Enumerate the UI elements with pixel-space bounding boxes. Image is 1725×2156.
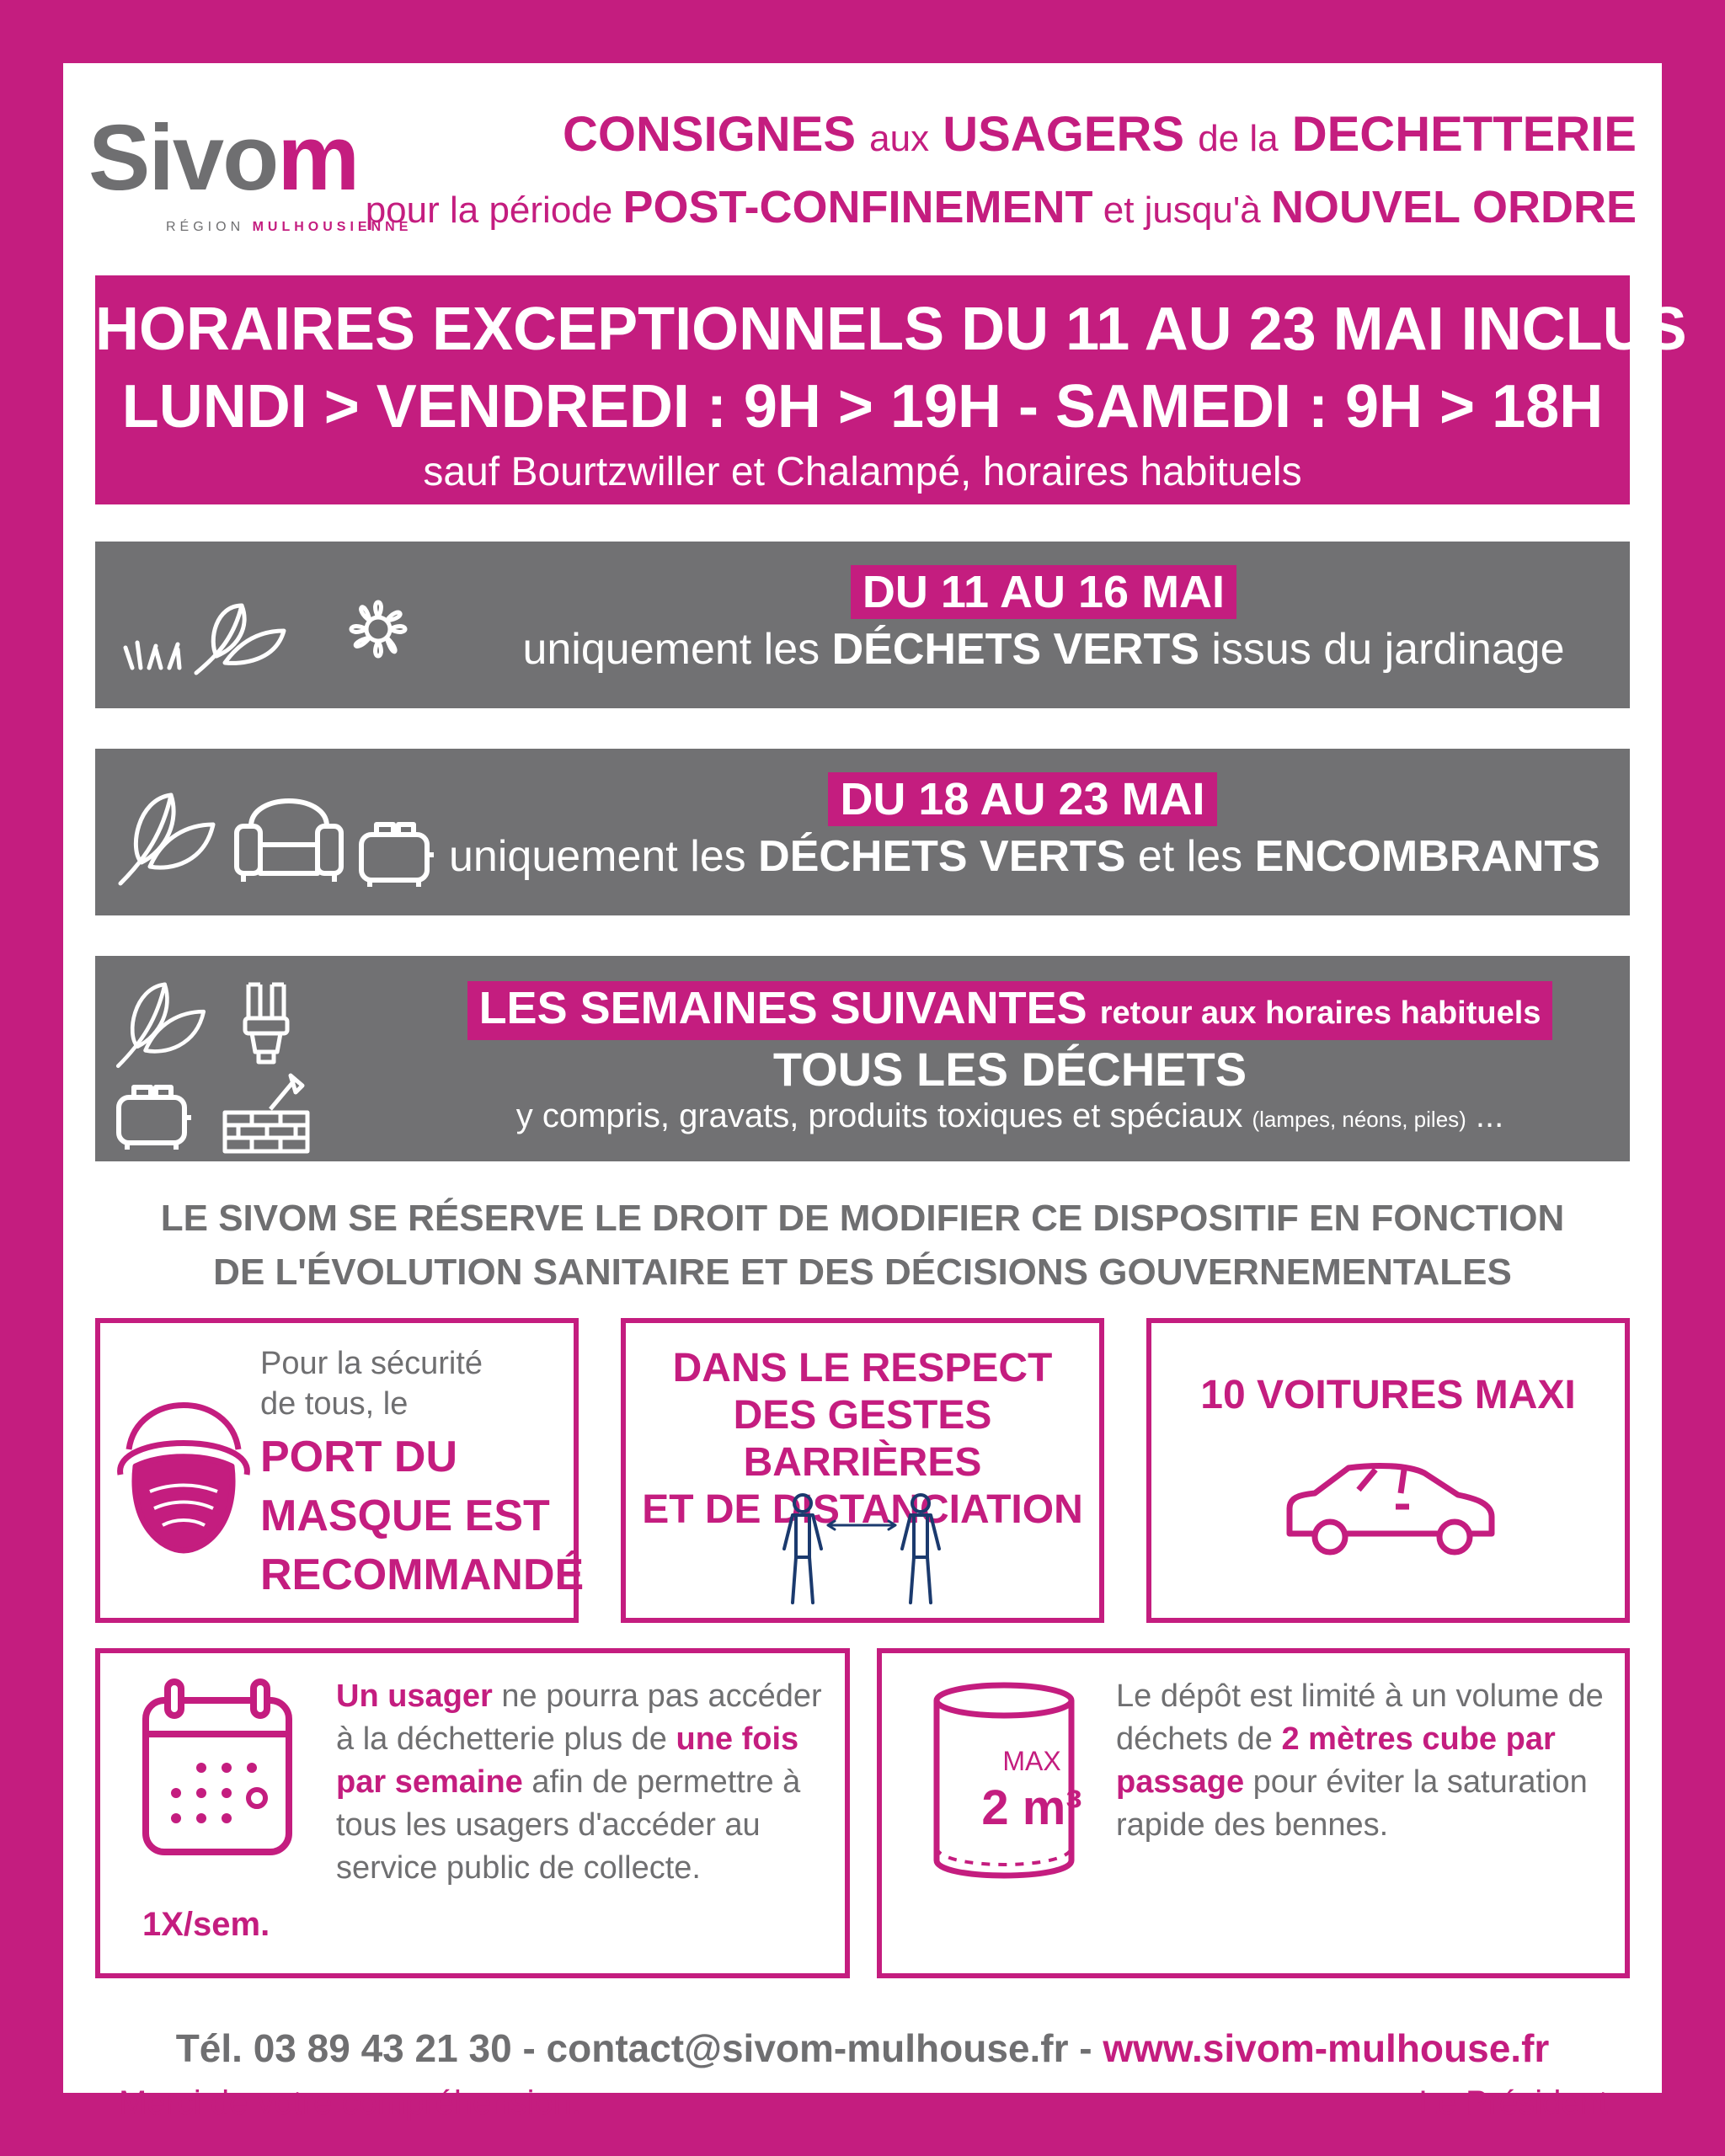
page-title <box>563 105 1637 164</box>
subtitle-word: NOUVEL ORDRE <box>1270 182 1637 232</box>
phase-1-text <box>491 565 1596 675</box>
distancing-line-2: DES GESTES BARRIÈRES <box>733 1393 992 1485</box>
title-word: DECHETTERIE <box>1291 107 1637 162</box>
lamp-bulb-icon <box>237 978 296 1070</box>
logo-letter-s: S <box>88 106 149 210</box>
hours-exception: sauf Bourtzwiller et Chalampé, horaires habituels <box>423 450 1302 494</box>
phase-2-text-d: ENCOMBRANTS <box>1254 832 1600 881</box>
mask-intro-line-1: Pour la sécurité <box>260 1346 483 1381</box>
volume-box <box>877 1648 1630 1978</box>
weekly-text-p3: une fois par semaine <box>336 1721 799 1800</box>
mask-recommendation <box>260 1428 584 1604</box>
distancing-line-3: ET DE DISTANCIATION <box>642 1487 1083 1532</box>
subtitle-word: POST-CONFINEMENT <box>622 182 1093 232</box>
signature-president: Le Président <box>1418 2084 1608 2121</box>
mask-line-2: MASQUE EST <box>260 1492 550 1540</box>
phase-3-incl-text: y compris, gravats, produits toxiques et spéciaux <box>515 1097 1243 1134</box>
volume-text-p2: 2 mètres cube par passage <box>1116 1721 1556 1800</box>
phase-2-text-c: et les <box>1137 832 1243 881</box>
leaf-icon <box>110 973 211 1074</box>
armchair-icon <box>230 784 348 885</box>
phase-2-date-tag: DU 18 AU 23 MAI <box>828 772 1216 826</box>
mask-icon <box>112 1374 255 1559</box>
contact-phone-email: Tél. 03 89 43 21 30 - contact@sivom-mulhouse.fr - <box>175 2026 1103 2070</box>
weekly-text-p2: ne pourra pas accéder à la déchetterie plus de <box>336 1678 822 1757</box>
cars-limit: 10 VOITURES MAXI <box>1200 1373 1576 1417</box>
weekly-text-p1: Un usager <box>336 1678 493 1714</box>
phase-1-text-b: DÉCHETS VERTS <box>831 625 1199 674</box>
hours-banner <box>95 275 1687 504</box>
phase-2-text-b: DÉCHETS VERTS <box>758 832 1126 881</box>
phase-3-box <box>95 956 1630 1161</box>
notice-line-1: LE SIVOM SE RÉSERVE LE DROIT DE MODIFIER CE DISPOSITIF EN FONCTION <box>160 1198 1565 1239</box>
garden-icon <box>115 580 444 681</box>
logo-sub-region: RÉGION <box>166 220 245 234</box>
thanks-note: Merci de votre compréhension. <box>119 2084 582 2121</box>
cars-box <box>1146 1318 1630 1623</box>
title-word: CONSIGNES <box>562 107 857 162</box>
phase-3-tag-main: LES SEMAINES SUIVANTES <box>478 983 1087 1033</box>
phase-2-text <box>449 772 1600 882</box>
poster <box>63 63 1687 2121</box>
subtitle-word: et jusqu'à <box>1103 189 1261 231</box>
logo-letter-m: m <box>277 106 359 210</box>
volume-max-label: MAX <box>1002 1746 1061 1776</box>
hours-line-1: HORAIRES EXCEPTIONNELS DU 11 AU 23 MAI INCLUS <box>95 296 1687 363</box>
social-distancing-icon <box>769 1492 954 1609</box>
phase-1-text-a: uniquement les <box>522 625 820 674</box>
volume-text-p3: pour éviter la saturation rapide des bennes. <box>1116 1764 1588 1843</box>
volume-value: 2 m³ <box>981 1780 1082 1835</box>
contact-line <box>63 2025 1662 2071</box>
title-word: USAGERS <box>943 107 1185 162</box>
mask-intro-line-2: de tous, le <box>260 1386 409 1422</box>
phase-1-box <box>95 542 1630 708</box>
mask-line-3: RECOMMANDÉ <box>260 1550 585 1599</box>
website-link[interactable]: www.sivom-mulhouse.fr <box>1103 2026 1550 2070</box>
notice-line-2: DE L'ÉVOLUTION SANITAIRE ET DES DÉCISIONS GOUVERNEMENTALES <box>213 1251 1512 1293</box>
weekly-caption: 1X/sem. <box>142 1906 270 1943</box>
logo-sub-mulhousienne: MULHOUSIENNE <box>252 220 413 234</box>
phase-3-tag-small: retour aux horaires habituels <box>1099 995 1541 1031</box>
phase-2-text-a: uniquement les <box>449 832 746 881</box>
distancing-line-1: DANS LE RESPECT <box>672 1346 1053 1390</box>
phase-1-date-tag: DU 11 AU 16 MAI <box>851 565 1236 619</box>
phase-2-box <box>95 749 1630 915</box>
phase-3-incl-small: (lampes, néons, piles) <box>1252 1106 1466 1132</box>
phase-3-including <box>424 1097 1596 1135</box>
phase-3-tag <box>467 981 1553 1040</box>
phase-3-incl-end: ... <box>1466 1097 1504 1134</box>
phase-3-all-waste: TOUS LES DÉCHETS <box>772 1043 1247 1096</box>
toaster-icon <box>114 1079 195 1155</box>
bricks-trowel-icon <box>220 1070 312 1155</box>
hours-line-2: LUNDI > VENDREDI : 9H > 19H - SAMEDI : 9H > 18H <box>121 373 1604 440</box>
mask-line-1: PORT DU <box>260 1433 457 1481</box>
calendar-icon <box>134 1675 302 1860</box>
weekly-box <box>95 1648 850 1978</box>
phase-3-text <box>424 981 1596 1135</box>
phase-1-text-c: issus du jardinage <box>1211 625 1565 674</box>
volume-text-p1: Le dépôt est limité à un volume de déchets de <box>1116 1678 1604 1757</box>
logo-letters-ivo: ivo <box>148 106 278 210</box>
sivom-notice <box>63 1192 1662 1299</box>
title-word: aux <box>869 118 930 159</box>
mask-box <box>95 1318 585 1623</box>
leaf-icon <box>112 782 222 892</box>
title-word: de la <box>1198 118 1279 159</box>
weekly-text <box>336 1675 833 1890</box>
mask-intro <box>260 1343 483 1424</box>
distancing-box <box>621 1318 1104 1623</box>
volume-text <box>1116 1675 1613 1847</box>
toaster-icon <box>356 816 437 892</box>
car-icon <box>1278 1458 1505 1567</box>
subtitle-word: pour la période <box>365 189 613 231</box>
page-subtitle <box>366 181 1637 233</box>
weekly-text-p4: afin de permettre à tous les usagers d'accéder au service public de collecte. <box>336 1764 801 1886</box>
